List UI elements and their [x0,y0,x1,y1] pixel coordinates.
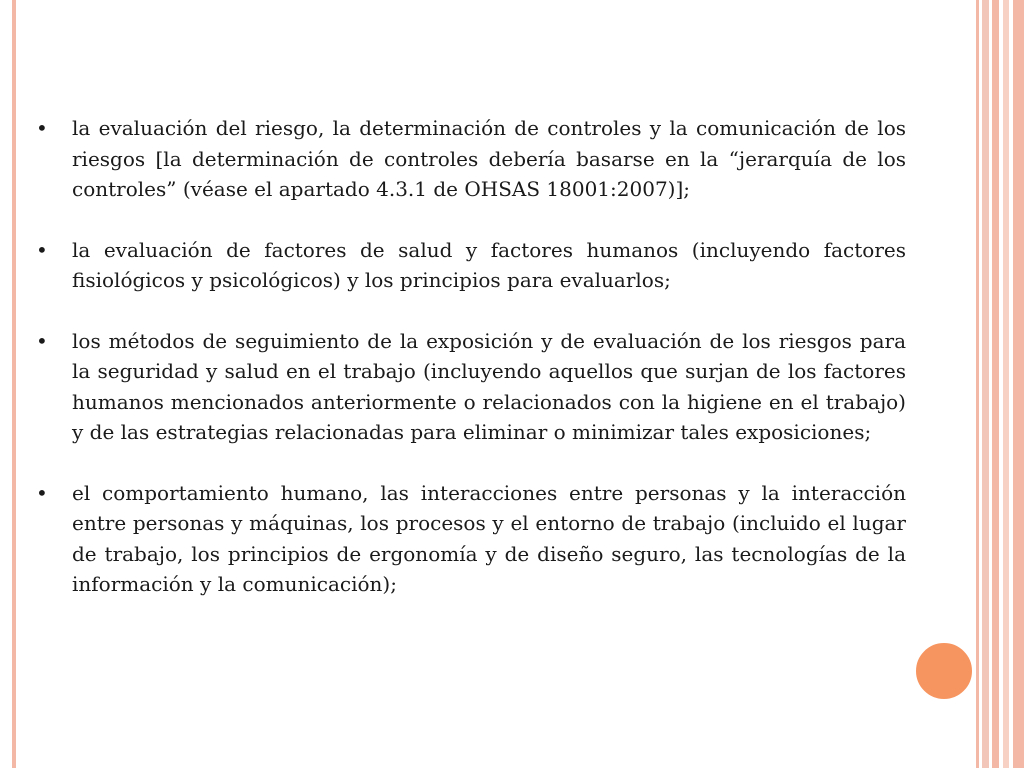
bullet-text: la evaluación del riesgo, la determinación de controles y la comunicación de los riesgos [la determinación de controles debería basarse en la “jerarquía de los controles” (véase el apartado 4.3.1 de OHSAS 18001:2007)]; [72,116,906,201]
bullet-list [34,113,906,600]
bullet-icon: • [36,116,48,140]
right-stripe [982,0,989,768]
bullet-icon: • [36,480,48,505]
right-stripe [1003,0,1009,768]
bullet-item [34,113,906,205]
right-stripe [976,0,979,768]
right-stripe [1013,0,1024,768]
bullet-item [34,235,906,296]
bullet-item [34,326,906,448]
bullet-text: los métodos de seguimiento de la exposición y de evaluación de los riesgos para la seguridad y salud en el trabajo (incluyendo aquellos que surjan de los factores humanos mencionados anteriormente o relacionados con la higiene en el trabajo) y de las estrategias relacionadas para eliminar o minimizar tales exposiciones; [72,328,906,444]
right-stripe [992,0,999,768]
bullet-text: la evaluación de factores de salud y factores humanos (incluyendo factores fisiológicos y psicológicos) y los principios para evaluarlos; [72,237,906,292]
bullet-item [34,478,906,600]
decorative-circle [913,640,975,702]
left-frame-border [12,0,16,768]
bullet-icon: • [36,237,48,262]
slide-content [34,113,906,630]
bullet-text: el comportamiento humano, las interacciones entre personas y la interacción entre personas y máquinas, los procesos y el entorno de trabajo (incluido el lugar de trabajo, los principios de ergonomía y de diseño seguro, las tecnologías de la información y la comunicación); [72,480,906,596]
bullet-icon: • [36,328,48,353]
